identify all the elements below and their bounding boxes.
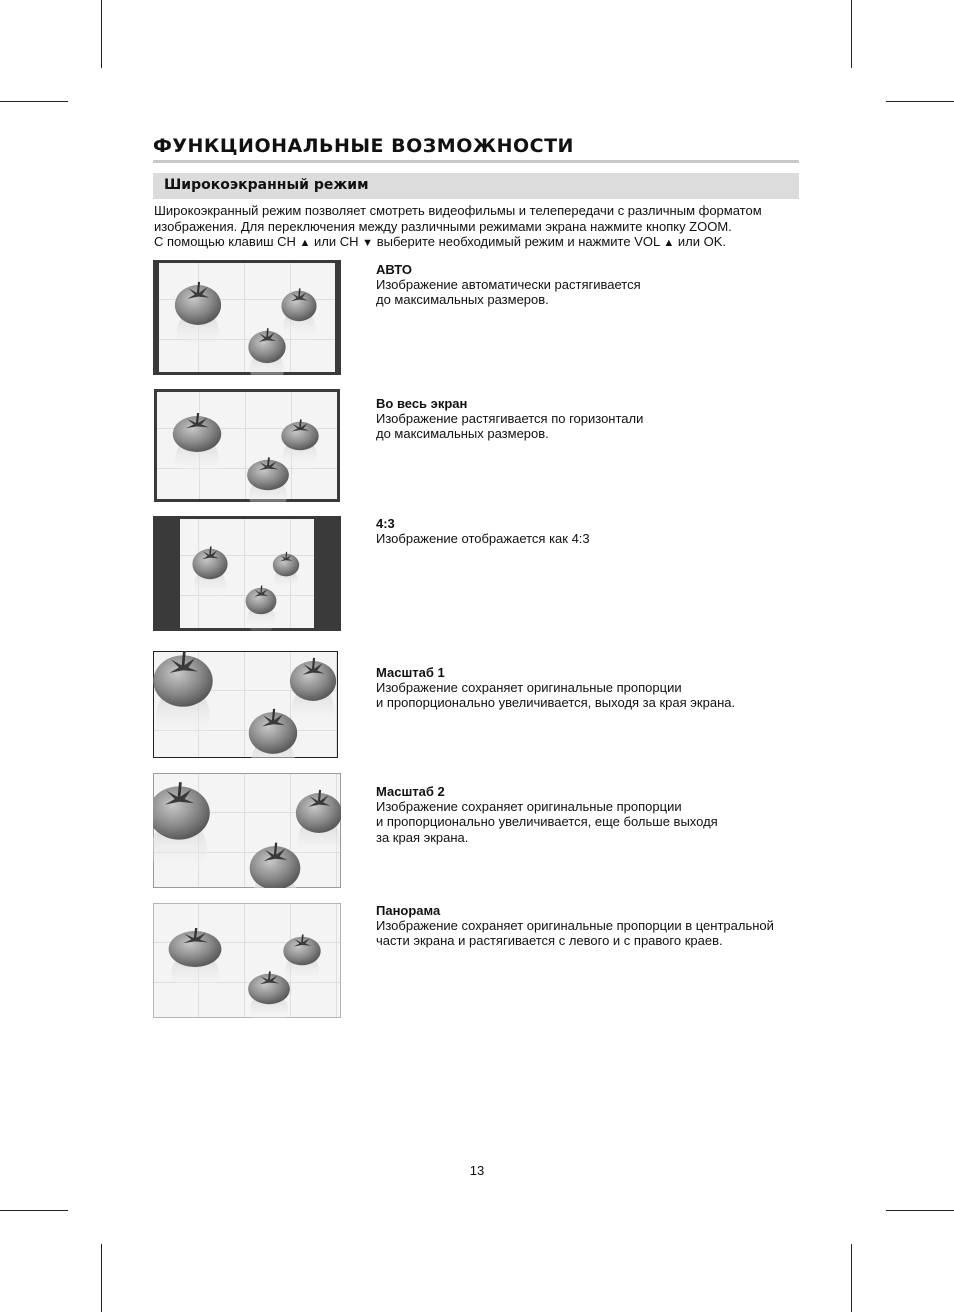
- intro-text-part: выберите необходимый режим и нажмите VOL: [376, 234, 660, 249]
- mode-description: [376, 665, 816, 711]
- intro-text-part: или CH: [314, 234, 359, 249]
- mode-line: и пропорционально увеличивается, еще больше выходя: [376, 814, 718, 830]
- zoom2-mode-image: [153, 773, 341, 888]
- page-number: 13: [469, 1163, 485, 1178]
- mode-line: Изображение сохраняет оригинальные пропорции в центральной: [376, 918, 774, 934]
- section-title: Широкоэкранный режим: [164, 177, 369, 193]
- mode-name: АВТО: [376, 262, 413, 277]
- mode-line: Изображение сохраняет оригинальные пропорции: [376, 680, 682, 696]
- crop-mark: [0, 101, 68, 102]
- full-screen-mode-image: [154, 389, 340, 502]
- four-three-mode-image: [153, 516, 341, 631]
- mode-line: части экрана и растягивается с левого и с правого краев.: [376, 933, 723, 949]
- mode-description: [376, 516, 816, 546]
- mode-line: Изображение сохраняет оригинальные пропорции: [376, 799, 682, 815]
- mode-line: и пропорционально увеличивается, выходя за края экрана.: [376, 695, 736, 711]
- section-header: [153, 173, 799, 199]
- crop-mark: [0, 1210, 68, 1211]
- mode-name: Во весь экран: [376, 396, 468, 411]
- mode-line: Изображение автоматически растягивается: [376, 277, 641, 293]
- mode-name: Масштаб 2: [376, 784, 445, 799]
- intro-text-part: С помощью клавиш CH: [154, 234, 296, 249]
- auto-mode-image: [153, 260, 341, 375]
- mode-name: Масштаб 1: [376, 665, 445, 680]
- mode-name: 4:3: [376, 516, 395, 531]
- mode-description: [376, 784, 816, 845]
- intro-line: изображения. Для переключения между различными режимами экрана нажмите кнопку ZOOM.: [154, 218, 732, 234]
- mode-line: Изображение отображается как 4:3: [376, 531, 590, 547]
- title-rule: [153, 160, 799, 163]
- mode-line: Изображение растягивается по горизонтали: [376, 411, 644, 427]
- mode-name: Панорама: [376, 903, 441, 918]
- mode-line: за края экрана.: [376, 829, 469, 845]
- arrow-down-icon: ▼: [362, 237, 374, 249]
- page-title: ФУНКЦИОНАЛЬНЫЕ ВОЗМОЖНОСТИ: [153, 135, 574, 157]
- mode-description: [376, 396, 816, 442]
- crop-mark: [101, 0, 102, 68]
- arrow-up-icon: ▲: [299, 237, 311, 249]
- panorama-mode-image: [153, 903, 341, 1018]
- intro-text-part: или OK.: [677, 234, 727, 249]
- intro-line: [154, 234, 804, 252]
- zoom1-mode-image: [153, 651, 338, 758]
- crop-mark: [851, 1244, 852, 1312]
- crop-mark: [101, 1244, 102, 1312]
- mode-line: до максимальных размеров.: [376, 292, 549, 308]
- intro-line: Широкоэкранный режим позволяет смотреть видеофильмы и телепередачи с различным форматом: [154, 203, 762, 218]
- mode-description: [376, 903, 816, 949]
- intro-text: [154, 203, 804, 252]
- arrow-up-icon: ▲: [663, 237, 675, 249]
- mode-line: до максимальных размеров.: [376, 426, 549, 442]
- crop-mark: [886, 1210, 954, 1211]
- mode-description: [376, 262, 816, 308]
- crop-mark: [886, 101, 954, 102]
- crop-mark: [851, 0, 852, 68]
